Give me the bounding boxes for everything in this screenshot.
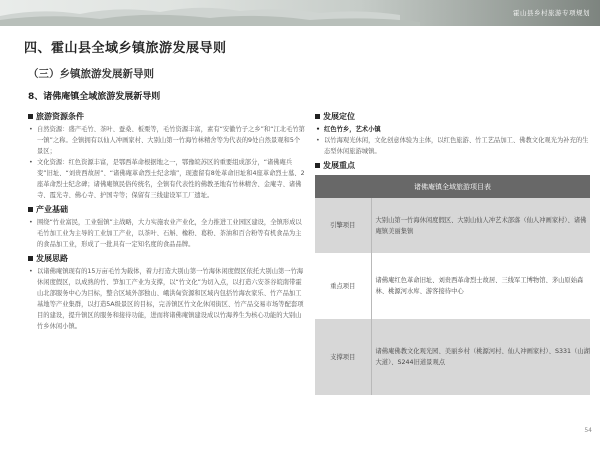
sub-title: （三）乡镇旅游发展新导则 <box>28 68 154 80</box>
square-bullet-icon <box>315 163 320 168</box>
row-label: 重点项目 <box>315 253 371 319</box>
paragraph: • 围绕“竹业富民，工业强镇”主战略，大力实施农业产业化，全力推进工业园区建设，全镇形成以毛竹加工业为主导的工业加工产业，以茶叶、石斛、橡粉、葛粉、茶油和百合粉等有机食品为主的食品加工业，形成了一批具有一定知名度的食品品牌。 <box>29 219 302 248</box>
row-content: 诸佛庵红色革命旧址、刘贵西革命烈士故居、三线军工博物馆、茅山原始森林、桃源河水库、游客接待中心 <box>371 253 590 319</box>
row-content: 大别山第一竹海休闲度假区、大别山仙人冲艺术部落（仙人冲画家村）、诸佛庵镇美丽集镇 <box>371 198 590 253</box>
section-heading: 发展重点 <box>315 160 590 171</box>
mountain-landscape-image <box>0 0 600 26</box>
section-heading: 旅游资源条件 <box>28 111 306 122</box>
paragraph: • 以诸佛庵镇现有的15万亩毛竹为载体，着力打造大别山第一竹海休闲度假区依托大别山第一竹海休闲度假区，以成熟的竹、笋加工产业为支撑，以“竹文化”为切入点，以打造六安茶谷皖南带霍山北部服务中心为目标，整合区域外部独山、峨洪甸资源和区域内包括竹海农家乐、竹产品加工基地等产业集群，以打造5A级景区的目标，完善镇区竹文化休闲街区、竹产品交易市场等配套项目的建设，提升镇区的服务和接待功能，进而将诸佛庵镇建设成以竹海养生为核心功能的大别山竹乡休闲小镇。 <box>29 268 304 330</box>
document-title: 霍山县乡村旅游专项规划 <box>513 9 590 17</box>
table-row <box>315 253 590 319</box>
paragraph: • 文化资源：红色资源丰富，是鄂西革命根据地之一，鄂豫皖苏区的重要组成部分，“诸佛庵兵变”旧址、“刘贵西故居”、“诸佛庵革命烈士纪念墙”，现遗留有8处革命旧址和4座革命烈士墓、2座革命烈士纪念碑；诸佛庵镇民俗传统名，全镇有代表性的佛教圣地有竹林精舍、金庵寺、诸佛寺、霞光寺、佛心寺、护国寺等；保留有三线建设军工厂遗址。 <box>29 159 305 199</box>
table-title: 诸佛庵镇全域旅游项目表 <box>315 175 590 198</box>
section-heading: 发展定位 <box>315 111 590 122</box>
square-bullet-icon <box>315 114 320 119</box>
right-column <box>315 111 590 395</box>
paragraph: • 以竹海观光休闲，文化创意体验为主体，以红色旅游、竹工艺品加工、佛教文化观光为补充的生态型休闲旅游城镇。 <box>316 137 589 155</box>
header-banner <box>0 0 600 26</box>
paragraph: • 红色竹乡，艺术小镇 <box>316 126 381 133</box>
section-title: 四、霍山县全域乡镇旅游发展导则 <box>24 41 227 56</box>
row-label: 引擎项目 <box>315 198 371 253</box>
item-title: 8、诸佛庵镇全域旅游发展新导则 <box>28 92 161 102</box>
project-table <box>315 175 590 395</box>
page-number: 54 <box>584 427 592 434</box>
section-heading: 发展思路 <box>28 253 306 264</box>
section-heading: 产业基础 <box>28 204 306 215</box>
square-bullet-icon <box>28 114 33 119</box>
paragraph: • 自然资源：盛产毛竹、茶叶、蚕桑、板栗等，毛竹资源丰富，素有“安徽竹子之乡”和“江北毛竹第一镇”之称。全镇拥有以仙人冲画家村、大别山第一竹海竹林精舍等为代表的9处自然景观和5个景区； <box>29 126 305 155</box>
row-content: 诸佛庵佛教文化观光园、美丽乡村（桃源河村、仙人冲画家村）、S331（山湖大道）、S244旧道景观点 <box>371 319 590 395</box>
row-label: 支撑项目 <box>315 319 371 395</box>
table-row <box>315 198 590 253</box>
table-row <box>315 319 590 395</box>
left-column <box>28 111 306 332</box>
square-bullet-icon <box>28 207 33 212</box>
square-bullet-icon <box>28 256 33 261</box>
